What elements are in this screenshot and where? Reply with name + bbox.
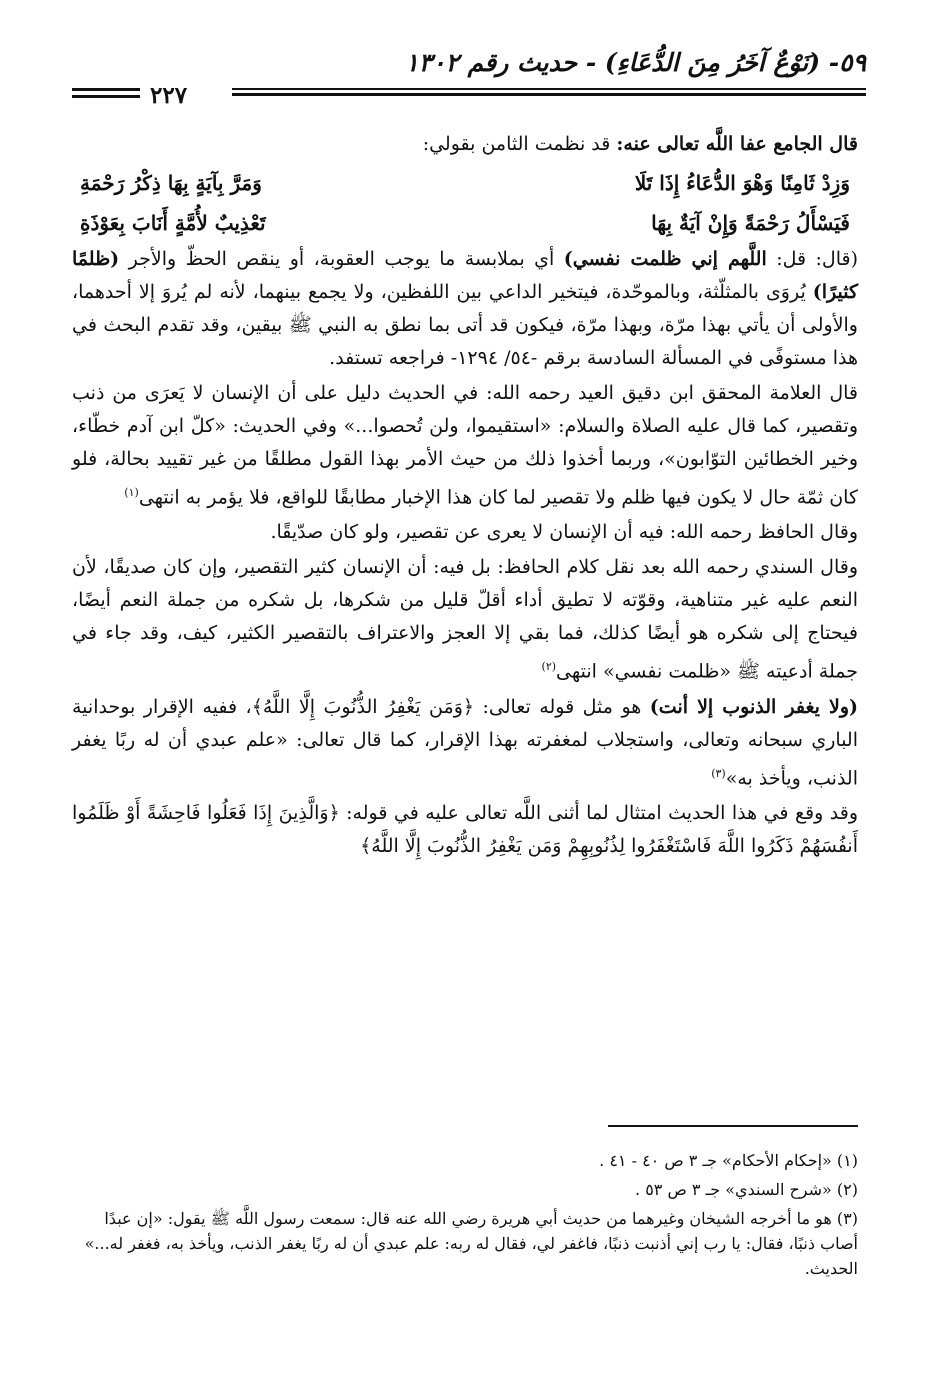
footnotes [72, 1148, 858, 1285]
footnote-2: (٢) «شرح السندي» جـ ٣ ص ٥٣ . [635, 1180, 858, 1199]
footnote-separator [608, 1125, 858, 1127]
p1-text-1: أي بملابسة ما يوجب العقوبة، أو ينقص الحظّ والأجر [119, 248, 564, 270]
paragraph-4 [72, 551, 858, 688]
footnote-1: (١) «إحكام الأحكام» جـ ٣ ص ٤٠ - ٤١ . [599, 1151, 858, 1170]
paragraph-1 [72, 243, 858, 375]
main-text [72, 128, 858, 865]
footnote-3: (٣) هو ما أخرجه الشيخان وغيرهما من حديث أبي هريرة رضي الله عنه قال: سمعت رسول اللَّه ﷺ يقول: «إن عبدًا أصاب ذنبًا، فقال: يا رب إني أذنبت ذنبًا، فاغفر لي، فقال له ربه: علم عبدي أن له ربًا يغفر الذنب، ويأخذ به، فغفر له...» الحديث. [84, 1209, 858, 1278]
page-number-rule-top [72, 88, 140, 91]
author-label: قال الجامع عفا اللَّه تعالى عنه: [616, 133, 858, 155]
page-number: ٢٢٧ [150, 82, 188, 109]
p4-text: وقال السندي رحمه الله بعد نقل كلام الحافظ: بل فيه: أن الإنسان كثير التقصير، وإن كان صديقًا، لأن النعم عليه غير متناهية، وقوّته لا تطيق أداء أقلّ قليل من شكرها، بل شكره من جملة النعم أيضًا، فيحتاج إلى شكره هو أيضًا كذلك، فما بقي إلا العجز والاعتراف بالتقصير الكثير، كيف، وقد جاء في جملة أدعيته ﷺ «ظلمت نفسي» انتهى [72, 556, 858, 683]
chapter-heading: ٥٩- (نَوْعٌ آخَرُ مِنَ الدُّعَاءِ) - حديث رقم ١٣٠٢ [405, 48, 866, 77]
footnote-ref-1: (١) [124, 486, 139, 499]
p5-hadith-phrase: (ولا يغفر الذنوب إلا أنت) [649, 695, 859, 718]
footnote-ref-2: (٢) [541, 660, 557, 674]
header-rule-thin [232, 88, 866, 90]
paragraph-2 [72, 377, 858, 514]
page-header [72, 48, 866, 108]
intro-line [72, 128, 858, 161]
p1-text-2: يُروَى بالمثلّثة، وبالموحّدة، فيتخير الداعي بين اللفظين، ولا يجمع بينهما، لأنه لم يُروَ إلا أحدهما، والأولى أن يأتي بهذا مرّة، وبهذا مرّة، فيكون قد أتى بما نطق به النبي ﷺ بيقين، وقد تقدم البحث في هذا مستوفًى في المسألة السادسة برقم -٥٤/ ١٢٩٤- فراجعه تستفد. [72, 281, 858, 369]
p1-hadith-phrase-2: (ظلمًا كثيرًا) [72, 248, 858, 303]
p1-hadith-phrase: اللَّهم إني ظلمت نفسي) [563, 248, 767, 270]
paragraph-6 [72, 797, 858, 863]
paragraph-5 [72, 691, 858, 795]
verse-1-first-hemistich: وَزِدْ ثَامِنًا وَهْوَ الدُّعَاءُ إِذَا تَلَا [634, 171, 850, 195]
verse-2-second-hemistich: تَعْذِيبٌ لأُمَّةٍ أَنَابَ بِعَوْذَةِ [80, 211, 266, 235]
verse-1-second-hemistich: وَمَرَّ بِآيَةٍ بِهَا ذِكْرُ رَحْمَةِ [80, 171, 262, 195]
verse-line-2 [72, 203, 858, 243]
p5-text: هو مثل قوله تعالى: ﴿وَمَن يَغْفِرُ الذُّنُوبَ إِلَّا اللَّهُ﴾، ففيه الإقرار بوحدانية الباري سبحانه وتعالى، واستجلاب لمغفرته بهذا الإقرار، كما قال تعالى: «علم عبدي أن له ربًا يغفر الذنب، ويأخذ به» [72, 695, 858, 789]
page-number-rule-bottom [72, 95, 140, 98]
p1-open: (قال: قل: [776, 248, 858, 270]
verse-line-1 [72, 163, 858, 203]
footnote-ref-3: (٣) [711, 766, 726, 780]
p3-text: وقال الحافظ رحمه الله: فيه أن الإنسان لا يعرى عن تقصير، ولو كان صدّيقًا. [270, 521, 858, 544]
p6-text: وقد وقع في هذا الحديث امتثال لما أثنى اللَّه تعالى عليه في قوله: ﴿وَالَّذِينَ إِذَا فَعَلُوا فَاحِشَةً أَوْ ظَلَمُوا أَنفُسَهُمْ ذَكَرُوا اللَّهَ فَاسْتَغْفَرُوا لِذُنُوبِهِمْ وَمَن يَغْفِرُ الذُّنُوبَ إِلَّا اللَّهُ﴾ [72, 801, 858, 857]
intro-text: قد نظمت الثامن بقولي: [422, 133, 611, 155]
header-rule-thick [232, 93, 866, 96]
verse-2-first-hemistich: فَيَسْأَلُ رَحْمَةً وَإِنْ آيَةٌ بِهَا [651, 211, 850, 235]
paragraph-3 [72, 516, 858, 549]
p2-text: قال العلامة المحقق ابن دقيق العيد رحمه الله: في الحديث دليل على أن الإنسان لا يَعرَى من ذنب وتقصير، كما قال عليه الصلاة والسلام: «استقيموا، ولن تُحصوا...» وفي الحديث: «كلّ ابن آدم خطّاء، وخير الخطائين التوّابون»، وربما أخذوا ذلك من حيث الأمر بهذا القول مطلقًا من غير تقييد بحالة، فلو كان ثمّة حال لا يكون فيها ظلم ولا تقصير لما كان هذا الإخبار مطابقًا للواقع، فلا يؤمر به انتهى [72, 382, 858, 509]
